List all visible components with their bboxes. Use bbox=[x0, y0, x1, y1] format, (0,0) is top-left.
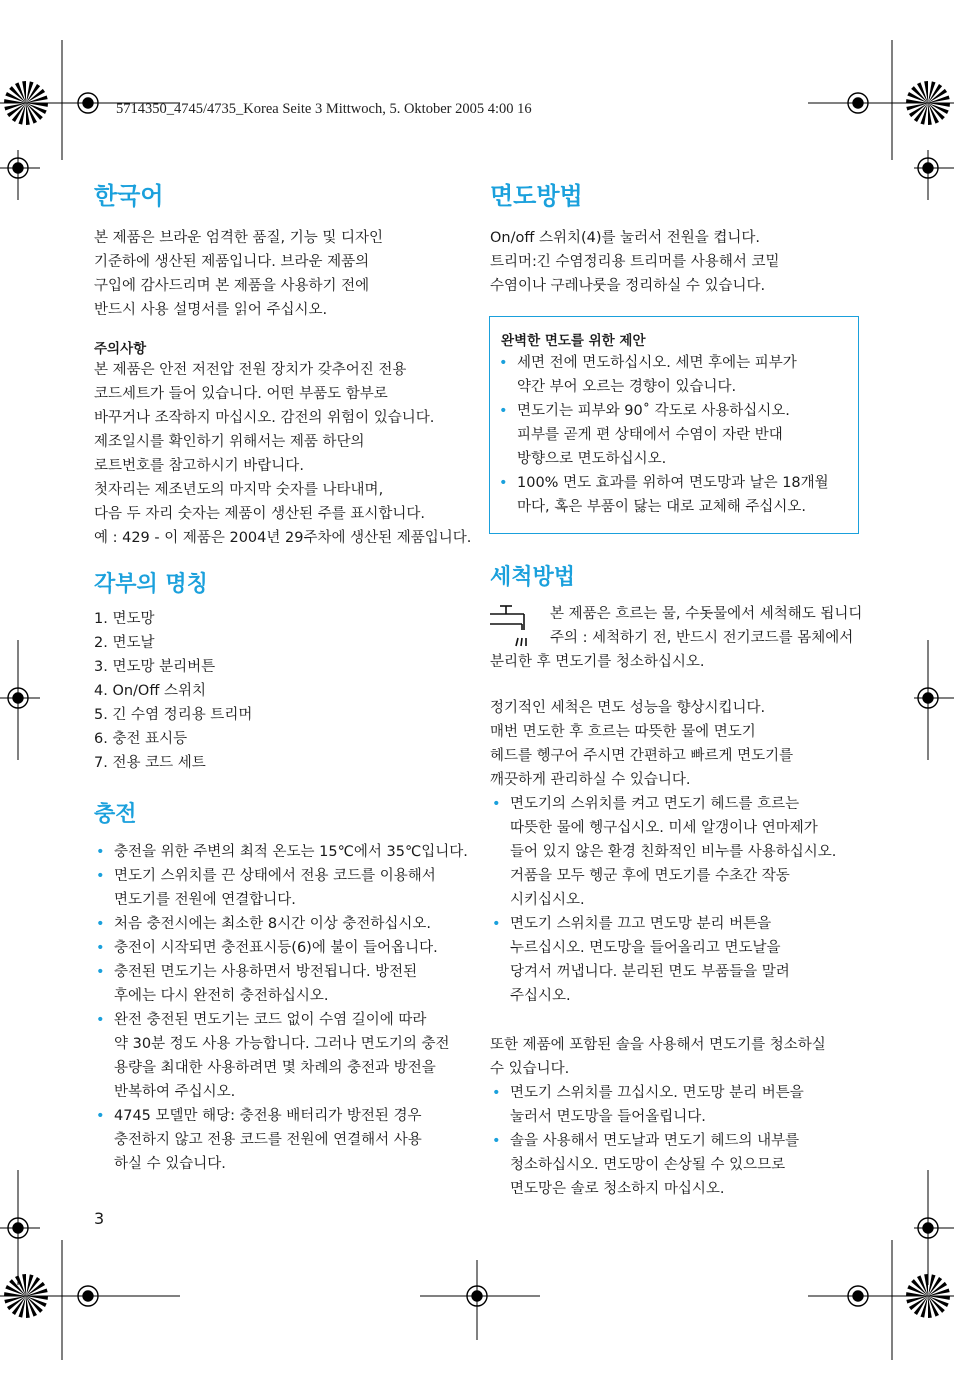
list-item-line: 들어 있지 않은 환경 친화적인 비누를 사용하십시오. bbox=[510, 844, 837, 860]
list-item-line: 눌러서 면도망을 들어올립니다. bbox=[510, 1109, 706, 1125]
cleaning-step bbox=[490, 792, 836, 912]
charging-item bbox=[94, 936, 468, 960]
bullet-icon: • bbox=[492, 1085, 501, 1101]
part-item: 7. 전용 코드 세트 bbox=[94, 755, 206, 771]
list-item-line: 용량을 최대한 사용하려면 몇 차례의 충전과 방전을 bbox=[114, 1060, 436, 1076]
starburst-mark-icon bbox=[906, 81, 950, 125]
page-number: 3 bbox=[94, 1209, 105, 1228]
bullet-icon: • bbox=[96, 964, 105, 980]
part-item: 4. On/Off 스위치 bbox=[94, 683, 206, 699]
cleaning-heading: 세척방법 bbox=[490, 565, 576, 590]
shaving-paragraph bbox=[490, 226, 779, 298]
list-item-line: 약 30분 정도 사용 가능합니다. 그러나 면도기의 충전 bbox=[114, 1036, 450, 1052]
regular-cleaning-line: 정기적인 세척은 면도 성능을 향상시킵니다. bbox=[490, 700, 766, 716]
bullet-icon: • bbox=[96, 1012, 105, 1028]
cleaning-intro bbox=[490, 602, 862, 674]
bullet-icon: • bbox=[499, 475, 508, 491]
intro-line: 본 제품은 브라운 엄격한 품질, 기능 및 디자인 bbox=[94, 230, 383, 246]
regular-cleaning-paragraph bbox=[490, 696, 793, 792]
list-item-line: 완전 충전된 면도기는 코드 없이 수염 길이에 따라 bbox=[114, 1012, 427, 1028]
caution-paragraph bbox=[94, 358, 471, 550]
cleaning-steps-list bbox=[490, 792, 836, 1008]
brush-line: 수 있습니다. bbox=[490, 1061, 570, 1077]
part-item: 3. 면도망 분리버튼 bbox=[94, 659, 216, 675]
caution-line: 바꾸거나 조작하지 마십시오. 감전의 위험이 있습니다. bbox=[94, 410, 435, 426]
shaving-line: 트리머:긴 수염정리용 트리머를 사용해서 코밑 bbox=[490, 254, 780, 270]
part-item: 1. 면도망 bbox=[94, 611, 155, 627]
list-item-line: 누르십시오. 면도망을 들어올리고 면도날을 bbox=[510, 940, 781, 956]
caution-line: 예 : 429 - 이 제품은 2004년 29주차에 생산된 제품입니다. bbox=[94, 530, 472, 546]
charging-item bbox=[94, 840, 468, 864]
list-item-line: 주십시오. bbox=[510, 988, 571, 1004]
list-item-line: 후에는 다시 완전히 충전하십시오. bbox=[114, 988, 329, 1004]
regular-cleaning-line: 깨끗하게 관리하실 수 있습니다. bbox=[490, 772, 691, 788]
caution-line: 코드세트가 들어 있습니다. 어떤 부품도 함부로 bbox=[94, 386, 388, 402]
part-item: 6. 충전 표시등 bbox=[94, 731, 188, 747]
list-item-line: 솔을 사용해서 면도날과 면도기 헤드의 내부를 bbox=[510, 1133, 800, 1149]
starburst-mark-icon bbox=[906, 1274, 950, 1318]
list-item-line: 면도기는 피부와 90˚ 각도로 사용하십시오. bbox=[517, 403, 790, 419]
cleaning-step bbox=[490, 912, 836, 1008]
charging-item bbox=[94, 864, 468, 912]
list-item-line: 100% 면도 효과를 위하여 면도망과 날은 18개월 bbox=[517, 475, 829, 491]
list-item-line: 거품을 모두 헹군 후에 면도기를 수초간 작동 bbox=[510, 868, 790, 884]
caution-line: 다음 두 자리 숫자는 제품이 생산된 주를 표시합니다. bbox=[94, 506, 426, 522]
tip-item bbox=[497, 471, 829, 519]
shaving-line: On/off 스위치(4)를 눌러서 전원을 켭니다. bbox=[490, 230, 761, 246]
cleaning-intro-line: 주의 : 세척하기 전, 반드시 전기코드를 몸체에서 bbox=[550, 630, 854, 646]
part-item: 2. 면도날 bbox=[94, 635, 155, 651]
bullet-icon: • bbox=[96, 940, 105, 956]
list-item-line: 따뜻한 물에 헹구십시오. 미세 알갱이나 연마제가 bbox=[510, 820, 818, 836]
list-item-line: 마다, 혹은 부품이 닳는 대로 교체해 주십시오. bbox=[517, 499, 806, 515]
list-item-line: 방향으로 면도하십시오. bbox=[517, 451, 667, 467]
starburst-mark-icon bbox=[4, 1274, 48, 1318]
brush-steps-list bbox=[490, 1081, 804, 1201]
charging-heading: 충전 bbox=[94, 802, 137, 827]
cleaning-intro-line: 분리한 후 면도기를 청소하십시오. bbox=[490, 654, 705, 670]
bullet-icon: • bbox=[96, 1108, 105, 1124]
cleaning-intro-line: 본 제품은 흐르는 물, 수돗물에서 세척해도 됩니디 bbox=[550, 606, 863, 622]
bullet-icon: • bbox=[96, 916, 105, 932]
bullet-icon: • bbox=[492, 1133, 501, 1149]
charging-list bbox=[94, 840, 468, 1176]
shaving-line: 수염이나 구레나룻을 정리하실 수 있습니다. bbox=[490, 278, 766, 294]
list-item-line: 면도기의 스위치를 켜고 면도기 헤드를 흐르는 bbox=[510, 796, 800, 812]
shaving-heading: 면도방법 bbox=[490, 182, 583, 210]
tips-heading: 완벽한 면도를 위한 제안 bbox=[501, 333, 646, 349]
brush-step bbox=[490, 1081, 804, 1129]
tip-item bbox=[497, 351, 829, 399]
charging-item bbox=[94, 960, 468, 1008]
brush-line: 또한 제품에 포함된 솔을 사용해서 면도기를 청소하실 bbox=[490, 1037, 826, 1053]
tip-item bbox=[497, 399, 829, 471]
list-item-line: 충전하지 않고 전용 코드를 전원에 연결해서 사용 bbox=[114, 1132, 422, 1148]
list-item-line: 피부를 곧게 편 상태에서 수염이 자란 반대 bbox=[517, 427, 783, 443]
charging-item bbox=[94, 1104, 468, 1176]
list-item-line: 면도망은 솔로 청소하지 마십시오. bbox=[510, 1181, 725, 1197]
parts-heading: 각부의 명칭 bbox=[94, 572, 208, 597]
list-item-line: 시키십시오. bbox=[510, 892, 585, 908]
charging-item bbox=[94, 1008, 468, 1104]
intro-line: 기준하에 생산된 제품입니다. 브라운 제품의 bbox=[94, 254, 370, 270]
caution-line: 제조일시를 확인하기 위해서는 제품 하단의 bbox=[94, 434, 365, 450]
part-item: 5. 긴 수염 정리용 트리머 bbox=[94, 707, 253, 723]
list-item-line: 면도기 스위치를 끈 상태에서 전용 코드를 이용해서 bbox=[114, 868, 436, 884]
list-item-line: 처음 충전시에는 최소한 8시간 이상 충전하십시오. bbox=[114, 916, 432, 932]
bullet-icon: • bbox=[492, 796, 501, 812]
intro-line: 반드시 사용 설명서를 읽어 주십시오. bbox=[94, 302, 328, 318]
regular-cleaning-line: 헤드를 헹구어 주시면 간편하고 빠르게 면도기를 bbox=[490, 748, 794, 764]
caution-line: 로트번호를 참고하시기 바랍니다. bbox=[94, 458, 304, 474]
list-item-line: 충전된 면도기는 사용하면서 방전됩니다. 방전된 bbox=[114, 964, 418, 980]
list-item-line: 면도기를 전원에 연결합니다. bbox=[114, 892, 296, 908]
caution-line: 첫자리는 제조년도의 마지막 숫자를 나타내며, bbox=[94, 482, 384, 498]
list-item-line: 면도기 스위치를 끄십시오. 면도망 분리 버튼을 bbox=[510, 1085, 804, 1101]
list-item-line: 충전이 시작되면 충전표시등(6)에 불이 들어옵니다. bbox=[114, 940, 438, 956]
bullet-icon: • bbox=[499, 403, 508, 419]
list-item-line: 약간 부어 오르는 경향이 있습니다. bbox=[517, 379, 737, 395]
list-item-line: 충전을 위한 주변의 최적 온도는 15℃에서 35℃입니다. bbox=[114, 844, 468, 860]
intro-heading: 한국어 bbox=[94, 182, 164, 210]
list-item-line: 4745 모델만 해당: 충전용 배터리가 방전된 경우 bbox=[114, 1108, 422, 1124]
parts-list bbox=[94, 607, 252, 775]
list-item-line: 하실 수 있습니다. bbox=[114, 1156, 226, 1172]
bullet-icon: • bbox=[492, 916, 501, 932]
file-header: 5714350_4745/4735_Korea Seite 3 Mittwoch, 5. Oktober 2005 4:00 16 bbox=[116, 101, 532, 117]
regular-cleaning-line: 매번 면도한 후 흐르는 따뜻한 물에 면도기 bbox=[490, 724, 756, 740]
list-item-line: 청소하십시오. 면도망이 손상될 수 있으므로 bbox=[510, 1157, 786, 1173]
caution-line: 본 제품은 안전 저전압 전원 장치가 갖추어진 전용 bbox=[94, 362, 407, 378]
bullet-icon: • bbox=[96, 844, 105, 860]
list-item-line: 면도기 스위치를 끄고 면도망 분리 버튼을 bbox=[510, 916, 772, 932]
charging-item bbox=[94, 912, 468, 936]
intro-paragraph bbox=[94, 226, 383, 322]
starburst-mark-icon bbox=[4, 81, 48, 125]
list-item-line: 당겨서 꺼냅니다. 분리된 면도 부품들을 말려 bbox=[510, 964, 790, 980]
tips-list bbox=[497, 351, 829, 519]
brush-cleaning-paragraph bbox=[490, 1033, 826, 1081]
brush-step bbox=[490, 1129, 804, 1201]
list-item-line: 세면 전에 면도하십시오. 세면 후에는 피부가 bbox=[517, 355, 797, 371]
caution-heading: 주의사항 bbox=[94, 341, 147, 357]
bullet-icon: • bbox=[499, 355, 508, 371]
intro-line: 구입에 감사드리며 본 제품을 사용하기 전에 bbox=[94, 278, 370, 294]
list-item-line: 반복하여 주십시오. bbox=[114, 1084, 236, 1100]
bullet-icon: • bbox=[96, 868, 105, 884]
